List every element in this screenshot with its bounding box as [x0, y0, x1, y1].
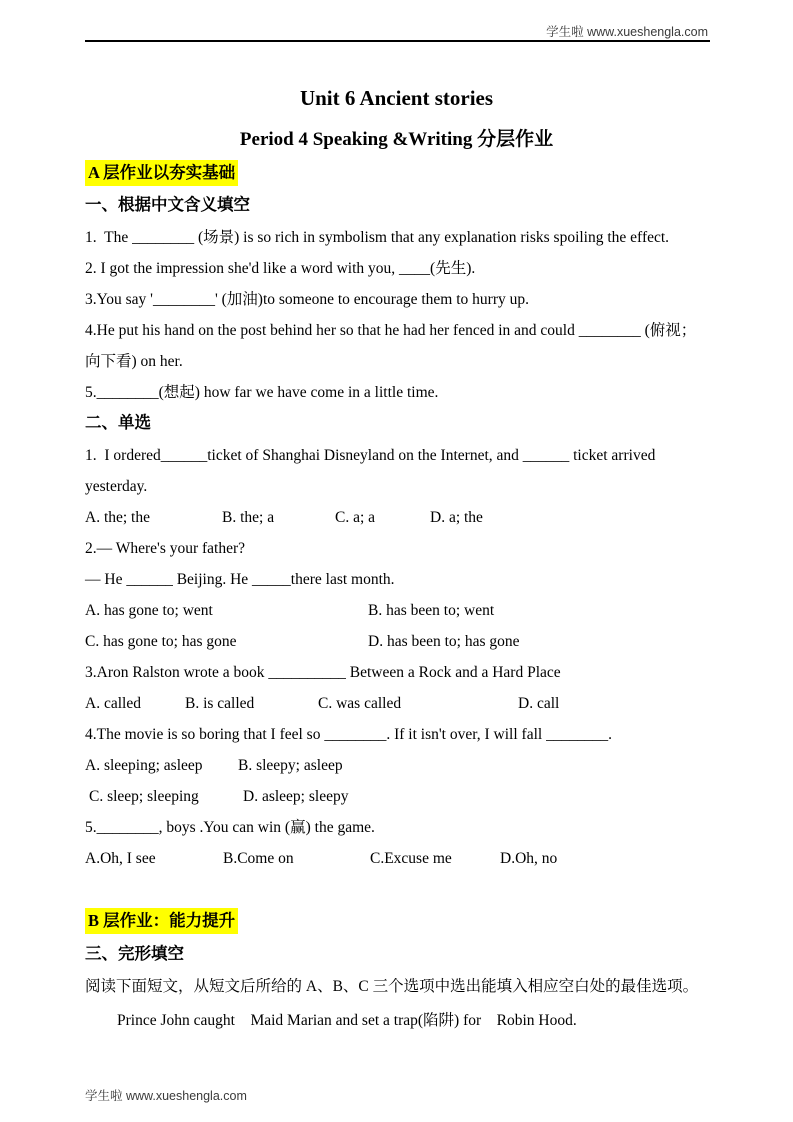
- mc-q3-stem: 3.Aron Ralston wrote a book __________ Between a Rock and a Hard Place: [85, 664, 561, 681]
- mc-q4-stem: 4.The movie is so boring that I feel so ________. If it isn't over, I will fall ________.: [85, 726, 612, 743]
- option: B. the; a: [222, 509, 275, 526]
- cloze-passage-line-1: Prince John caught Maid Marian and set a trap(陷阱) for Robin Hood.: [117, 1012, 577, 1029]
- fill-in-items: [85, 222, 745, 408]
- fill-item-1: 1. The ________ (场景) is so rich in symbolism that any explanation risks spoiling the effect.: [85, 229, 670, 246]
- cloze-heading: 三、完形填空: [85, 944, 184, 963]
- section-b-banner: B 层作业：能力提升: [85, 908, 238, 934]
- option: D. call: [518, 695, 560, 712]
- header-rule: [85, 40, 710, 42]
- fill-item-4-line-2: 向下看) on her.: [85, 353, 183, 370]
- option: C. sleep; sleeping: [89, 788, 199, 805]
- mc-q5-stem: 5.________, boys .You can win (赢) the game.: [85, 819, 375, 836]
- option: B. is called: [185, 695, 255, 712]
- mc-q5-options: [85, 843, 745, 874]
- fill-item-5: 5.________(想起) how far we have come in a little time.: [85, 384, 439, 401]
- mc-q2-options-row-2: [85, 626, 745, 657]
- mc-q1-stem-line-1: 1. I ordered______ticket of Shanghai Disneyland on the Internet, and ______ ticket arrived: [85, 447, 656, 464]
- option: A.Oh, I see: [85, 850, 156, 867]
- footer-site-label: 学生啦 www.xueshengla.com: [85, 1089, 247, 1103]
- page-title: Unit 6 Ancient stories: [299, 86, 494, 110]
- option: D.Oh, no: [500, 850, 558, 867]
- option: A. the; the: [85, 509, 150, 526]
- mc-q1-options: [85, 502, 745, 533]
- section-a-banner: A 层作业以夯实基础: [85, 160, 238, 186]
- option: C.Excuse me: [370, 850, 452, 867]
- header-site-label: 学生啦 www.xueshengla.com: [546, 25, 708, 39]
- multiple-choice-items: [85, 440, 745, 874]
- option: B. has been to; went: [368, 602, 495, 619]
- option: C. was called: [318, 695, 402, 712]
- mc-q2-stem-line-2: — He ______ Beijing. He _____there last month.: [85, 571, 395, 588]
- option: C. a; a: [335, 509, 376, 526]
- option: B. sleepy; asleep: [238, 757, 343, 774]
- mc-q1-stem-line-2: yesterday.: [85, 478, 148, 495]
- mc-q2-stem-line-1: 2.— Where's your father?: [85, 540, 246, 557]
- option: D. asleep; sleepy: [243, 788, 349, 805]
- mc-q2-options-row-1: [85, 595, 745, 626]
- mc-q3-options: [85, 688, 745, 719]
- mc-q4-options-row-1: [85, 750, 745, 781]
- option: A. sleeping; asleep: [85, 757, 203, 774]
- fill-item-2: 2. I got the impression she'd like a word with you, ____(先生).: [85, 260, 476, 277]
- multiple-choice-heading: 二、单选: [85, 413, 151, 432]
- fill-in-heading: 一、根据中文含义填空: [85, 195, 250, 214]
- fill-item-3: 3.You say '________' (加油)to someone to encourage them to hurry up.: [85, 291, 529, 308]
- option: A. called: [85, 695, 141, 712]
- option: D. a; the: [430, 509, 483, 526]
- option: B.Come on: [223, 850, 294, 867]
- option: C. has gone to; has gone: [85, 633, 237, 650]
- option: A. has gone to; went: [85, 602, 213, 619]
- option: D. has been to; has gone: [368, 633, 520, 650]
- cloze-instructions: 阅读下面短文，从短文后所给的 A、B、C 三个选项中选出能填入相应空白处的最佳选项。: [85, 978, 699, 995]
- mc-q4-options-row-2: [85, 781, 745, 812]
- page-subtitle: Period 4 Speaking &Writing 分层作业: [239, 129, 554, 150]
- fill-item-4-line-1: 4.He put his hand on the post behind her so that he had her fenced in and could ________ (俯视；: [85, 322, 697, 339]
